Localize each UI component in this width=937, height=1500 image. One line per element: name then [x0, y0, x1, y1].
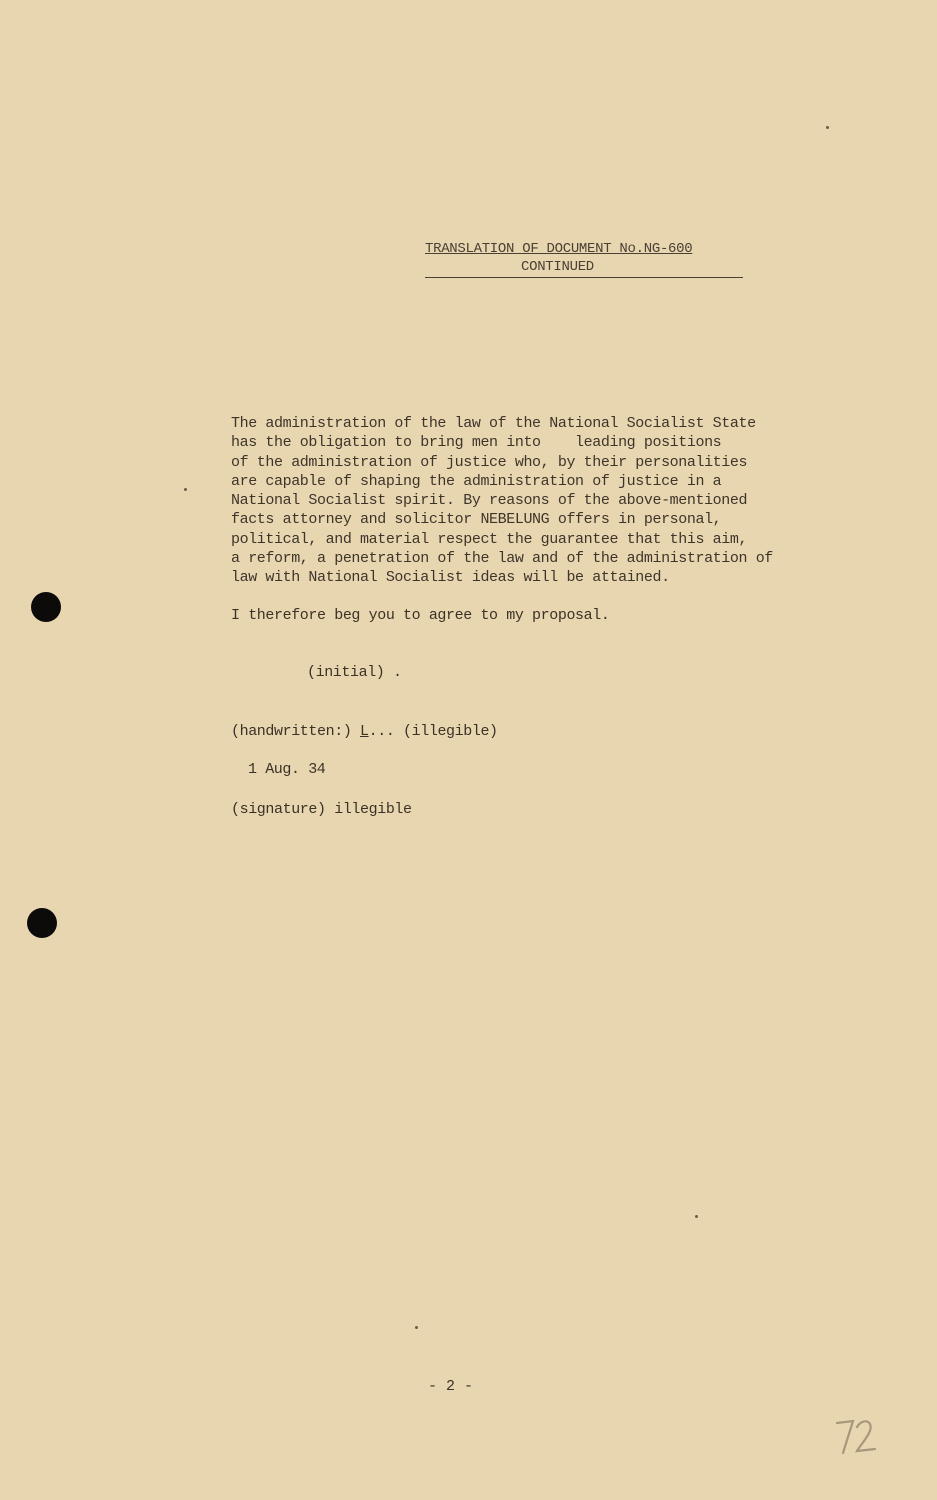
paper-speck — [415, 1326, 418, 1329]
document-header — [425, 240, 743, 276]
header-title: TRANSLATION OF DOCUMENT No.NG-600 — [425, 241, 693, 257]
page-number: - 2 - — [428, 1378, 474, 1395]
body-line: are capable of shaping the administration of justice in a — [231, 472, 722, 490]
date-line: 1 Aug. 34 — [248, 761, 326, 778]
body-line: The administration of the law of the National Socialist State — [231, 415, 756, 432]
body-paragraph — [231, 414, 851, 588]
header-underline — [425, 277, 743, 278]
body-line: facts attorney and solicitor NEBELUNG offers in personal, — [231, 511, 722, 529]
initial-line: (initial) . — [307, 664, 402, 681]
request-sentence: I therefore beg you to agree to my proposal. — [231, 607, 610, 624]
signature-line: (signature) illegible — [231, 801, 412, 818]
body-line: of the administration of justice who, by their personalities — [231, 453, 748, 471]
header-continued: CONTINUED — [521, 259, 594, 275]
handwritten-folio-number — [833, 1415, 883, 1465]
body-line: political, and material respect the guarantee that this aim, — [231, 530, 748, 548]
handwritten-prefix: (handwritten:) — [231, 723, 361, 740]
body-line: a reform, a penetration of the law and of the administration of — [231, 550, 773, 568]
handwritten-suffix: ... (illegible) — [368, 723, 498, 740]
paper-speck — [184, 488, 187, 491]
punch-hole-top — [31, 592, 61, 622]
body-line: law with National Socialist ideas will be attained. — [231, 569, 670, 587]
handwritten-initial: L — [360, 723, 369, 740]
paper-speck — [695, 1215, 698, 1218]
handwritten-line — [231, 723, 498, 740]
body-line: National Socialist spirit. By reasons of the above-mentioned — [231, 492, 748, 510]
punch-hole-bottom — [27, 908, 57, 938]
paper-speck — [826, 126, 829, 129]
body-line: has the obligation to bring men into leading positions — [231, 434, 722, 452]
